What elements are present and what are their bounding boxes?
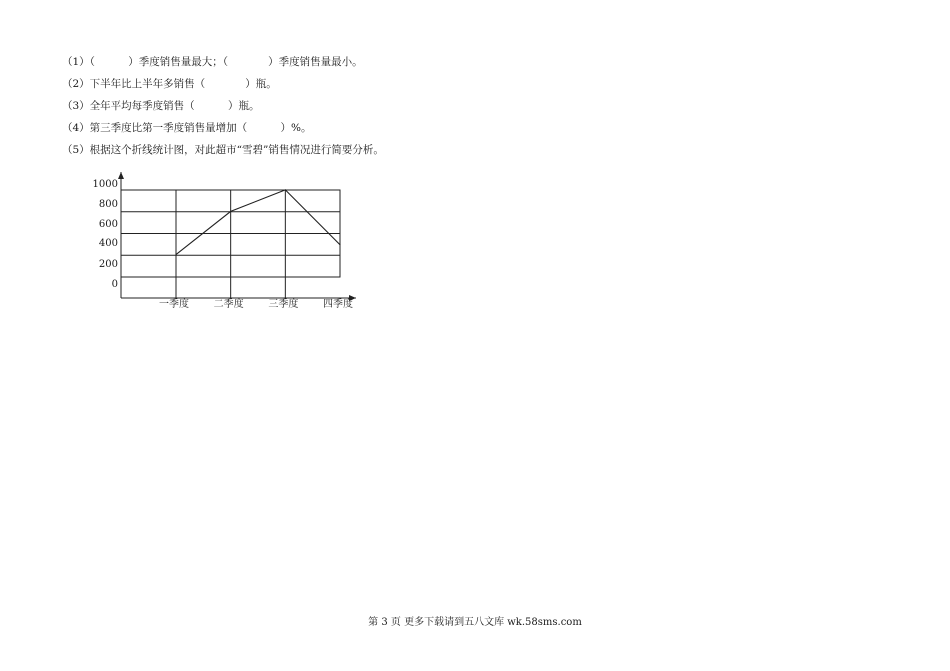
y-tick-label: 1000 <box>92 179 118 190</box>
y-axis-arrow <box>118 172 124 179</box>
x-tick-label: 四季度 <box>323 299 353 310</box>
y-tick-label: 800 <box>98 199 118 210</box>
y-tick-label: 600 <box>98 219 118 230</box>
x-tick-label: 三季度 <box>268 299 299 310</box>
data-point <box>339 244 340 245</box>
question-1: （1）（ ）季度销售量最大；（ ）季度销售量最小。 <box>62 56 363 68</box>
data-point <box>175 254 176 255</box>
x-tick-label: 一季度 <box>159 299 189 310</box>
y-tick-label: 400 <box>98 238 118 249</box>
data-point <box>285 189 286 190</box>
question-4: （4）第三季度比第一季度销售量增加（ ）%。 <box>62 122 312 134</box>
y-tick-label: 0 <box>111 279 118 290</box>
question-3: （3）全年平均每季度销售（ ）瓶。 <box>62 100 260 112</box>
data-point <box>230 211 231 212</box>
y-tick-label: 200 <box>98 259 118 270</box>
x-tick-label: 二季度 <box>213 299 244 310</box>
series-line <box>176 190 340 255</box>
question-5: （5）根据这个折线统计图，对此超市“雪碧”销售情况进行简要分析。 <box>62 144 384 156</box>
page-footer: 第 3 页 更多下载请到五八文库 wk.58sms.com <box>368 617 582 628</box>
question-2: （2）下半年比上半年多销售（ ）瓶。 <box>62 78 277 90</box>
